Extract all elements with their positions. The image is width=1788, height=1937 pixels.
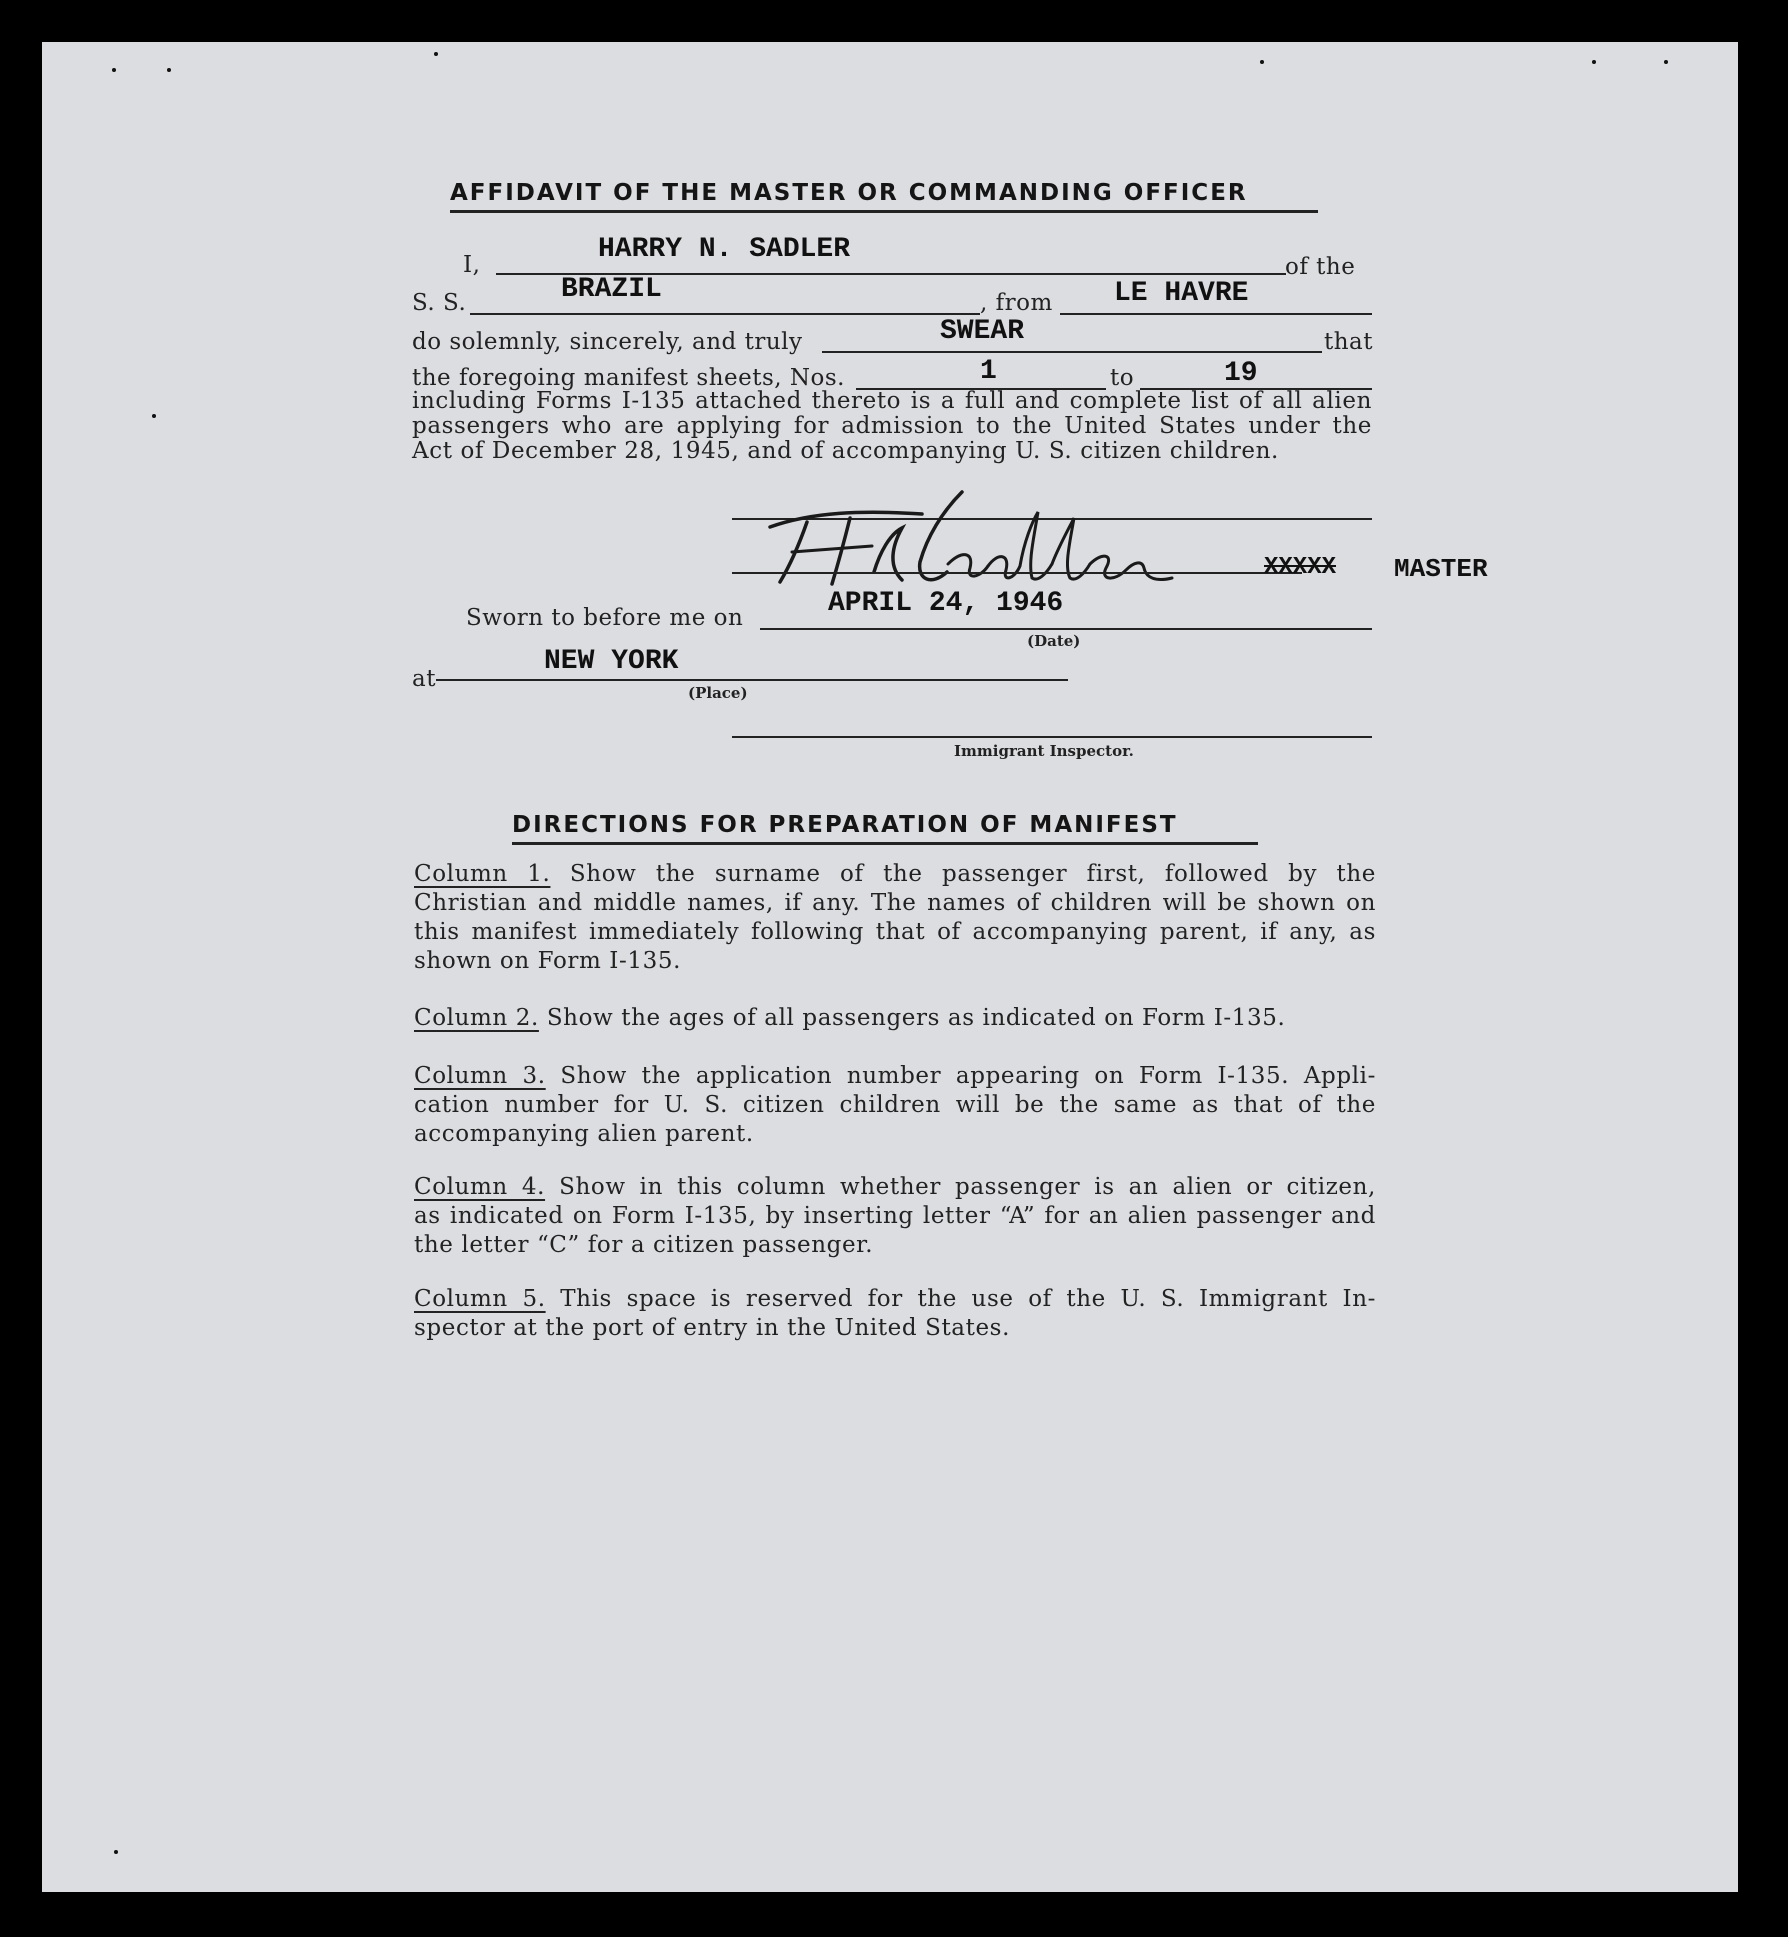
scan-speck <box>112 68 116 72</box>
direction-column-5 <box>414 1285 1376 1343</box>
direction-column-2 <box>414 1004 1376 1033</box>
signature-lower-line <box>732 572 1302 574</box>
date-caption: (Date) <box>1027 632 1081 650</box>
sworn-place-value: NEW YORK <box>544 646 679 677</box>
at-label: at <box>412 666 436 692</box>
column-text-line: Show the ages of all passengers as indicated on Form I-135. <box>546 1005 1286 1031</box>
ship-name-value: BRAZIL <box>561 274 662 305</box>
affidavit-body-line: Act of December 28, 1945, and of accompanying U. S. citizen children. <box>412 438 1279 464</box>
title-underline <box>450 210 1318 213</box>
column-text-line: Show the application number appearing on Form I-135. Appli- <box>560 1063 1376 1089</box>
column-text-line: shown on Form I-135. <box>414 948 681 974</box>
column-label: Column 2. <box>414 1005 539 1031</box>
column-text-line: Christian and middle names, if any. The names of children will be shown on <box>414 890 1376 916</box>
column-text-line: Show in this column whether passenger is an alien or citizen, <box>559 1174 1376 1200</box>
master-name-value: HARRY N. SADLER <box>598 234 851 265</box>
signature-text: H N Sadler <box>752 482 758 483</box>
master-signature <box>752 482 1192 597</box>
sheet-to-value: 19 <box>1224 358 1258 389</box>
struck-title: XXXXX <box>1264 554 1337 581</box>
column-text-line: This space is reserved for the use of the U. S. Immigrant In- <box>560 1286 1376 1312</box>
ss-label: S. S. <box>412 290 467 316</box>
column-text-line: Show the surname of the passenger first, followed by the <box>569 861 1376 887</box>
direction-column-1 <box>414 860 1376 976</box>
scan-speck <box>1664 60 1668 64</box>
from-label: , from <box>980 290 1053 316</box>
ship-name-line <box>470 313 980 315</box>
sheets-label: the foregoing manifest sheets, Nos. <box>412 365 845 391</box>
place-caption: (Place) <box>688 684 748 702</box>
column-label: Column 4. <box>414 1174 546 1200</box>
oath-word-value: SWEAR <box>940 316 1025 347</box>
sworn-label: Sworn to before me on <box>466 605 744 631</box>
affidavit-body-line: including Forms I-135 attached thereto is a full and complete list of all alien <box>412 388 1372 414</box>
inspector-caption: Immigrant Inspector. <box>954 742 1134 760</box>
document-page <box>42 42 1738 1892</box>
scan-speck <box>114 1850 118 1854</box>
inspector-signature-line <box>732 736 1372 738</box>
affidavit-title: AFFIDAVIT OF THE MASTER OR COMMANDING OFFICER <box>450 180 1248 206</box>
affidavit-body <box>412 389 1372 464</box>
scan-speck <box>1592 60 1596 64</box>
sworn-place-line <box>436 679 1068 681</box>
sheet-from-value: 1 <box>980 356 997 387</box>
directions-title-underline <box>512 842 1258 845</box>
port-from-line <box>1060 313 1372 315</box>
column-text-line: as indicated on Form I-135, by inserting letter “A” for an alien passenger and <box>414 1203 1376 1229</box>
that-label: that <box>1324 329 1374 355</box>
scan-speck <box>1260 60 1264 64</box>
port-from-value: LE HAVRE <box>1114 278 1249 309</box>
direction-column-4 <box>414 1173 1376 1260</box>
intro-i-label: I, <box>463 252 481 278</box>
scan-speck <box>152 414 156 418</box>
affidavit-body-line: passengers who are applying for admission to the United States under the <box>412 413 1372 439</box>
direction-column-3 <box>414 1062 1376 1149</box>
column-label: Column 1. <box>414 861 551 887</box>
column-text-line: the letter “C” for a citizen passenger. <box>414 1232 874 1258</box>
column-text-line: cation number for U. S. citizen children will be the same as that of the <box>414 1092 1376 1118</box>
directions-title: DIRECTIONS FOR PREPARATION OF MANIFEST <box>512 812 1178 838</box>
column-text-line: accompanying alien parent. <box>414 1121 754 1147</box>
sworn-date-value: APRIL 24, 1946 <box>828 588 1064 619</box>
column-text-line: spector at the port of entry in the United States. <box>414 1315 1010 1341</box>
column-label: Column 3. <box>414 1063 546 1089</box>
of-the-label: of the <box>1285 254 1356 280</box>
scan-speck <box>434 52 438 56</box>
rank-value: MASTER <box>1394 554 1488 584</box>
sworn-date-line <box>760 628 1372 630</box>
column-label: Column 5. <box>414 1286 546 1312</box>
solemnly-label: do solemnly, sincerely, and truly <box>412 329 803 355</box>
scan-speck <box>167 68 171 72</box>
to-label: to <box>1110 365 1135 391</box>
oath-line <box>822 351 1322 353</box>
column-text-line: this manifest immediately following that of accompanying parent, if any, as <box>414 919 1376 945</box>
